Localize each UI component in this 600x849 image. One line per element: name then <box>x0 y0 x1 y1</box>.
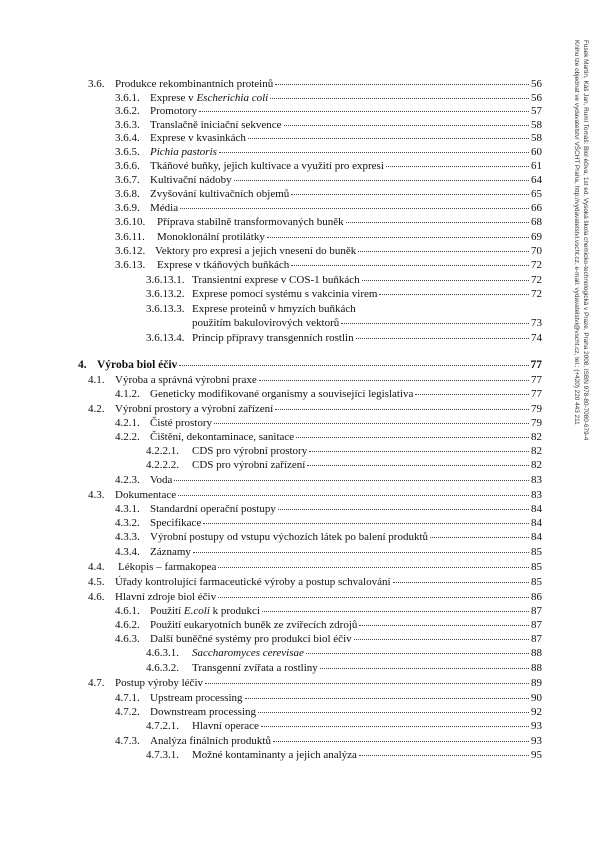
toc-leader-dots <box>218 597 529 598</box>
toc-entry[interactable] <box>115 145 542 159</box>
toc-entry[interactable] <box>78 358 542 372</box>
toc-entry-title: Hlavní operace <box>192 720 259 732</box>
toc-leader-dots <box>248 138 529 139</box>
toc-entry[interactable] <box>88 77 542 91</box>
toc-entry-title: Transgenní zvířata a rostliny <box>192 662 318 674</box>
toc-leader-dots <box>386 166 529 167</box>
toc-entry[interactable] <box>115 159 542 173</box>
toc-entry-number: 4.6.3.1. <box>146 647 179 659</box>
toc-entry-page: 82 <box>531 459 542 471</box>
toc-entry-page: 85 <box>531 546 542 558</box>
toc-entry-title: Zvyšování kultivačních objemů <box>150 188 290 200</box>
toc-entry-number: 4.2. <box>88 403 105 415</box>
toc-entry-page: 79 <box>531 417 542 429</box>
toc-leader-dots <box>259 380 529 381</box>
toc-entry-page: 87 <box>531 619 542 631</box>
toc-entry-page: 85 <box>531 576 542 588</box>
toc-entry-title: Standardní operační postupy <box>150 503 276 515</box>
toc-entry-number: 3.6.9. <box>115 202 140 214</box>
toc-leader-dots <box>291 194 529 195</box>
toc-entry-page: 84 <box>531 517 542 529</box>
toc-leader-dots <box>270 98 529 99</box>
toc-entry-page: 61 <box>531 160 542 172</box>
toc-entry-page: 82 <box>531 431 542 443</box>
toc-entry-number: 4.1.2. <box>115 388 140 400</box>
toc-entry-page: 95 <box>531 749 542 761</box>
toc-entry[interactable] <box>115 530 542 544</box>
toc-entry-number: 4.2.2.1. <box>146 445 179 457</box>
toc-leader-dots <box>309 451 529 452</box>
toc-entry[interactable] <box>146 646 542 660</box>
toc-entry-page: 93 <box>531 735 542 747</box>
toc-entry-title: Voda <box>150 474 173 486</box>
toc-entry-page: 83 <box>531 489 542 501</box>
toc-entry-number: 3.6.13.1. <box>146 274 185 286</box>
toc-entry[interactable] <box>115 502 542 516</box>
toc-entry[interactable] <box>115 430 542 444</box>
toc-entry-page: 58 <box>531 132 542 144</box>
toc-entry[interactable] <box>115 618 542 632</box>
toc-entry[interactable] <box>88 575 542 589</box>
toc-entry-number: 3.6.13.2. <box>146 288 185 300</box>
toc-entry-title: Příprava stabilně transformovaných buněk <box>157 216 344 228</box>
toc-leader-dots <box>273 741 529 742</box>
toc-leader-dots <box>180 208 529 209</box>
toc-entry[interactable] <box>115 173 542 187</box>
toc-entry[interactable] <box>115 473 542 487</box>
toc-entry-number: 4.2.2.2. <box>146 459 179 471</box>
toc-entry-page: 82 <box>531 445 542 457</box>
toc-leader-dots <box>393 582 529 583</box>
toc-leader-dots <box>346 222 529 223</box>
toc-entry[interactable] <box>115 201 542 215</box>
toc-entry-number: 4.2.3. <box>115 474 140 486</box>
toc-entry-number: 3.6.4. <box>115 132 140 144</box>
toc-entry-number: 4.3. <box>88 489 105 501</box>
toc-entry-title: Úřady kontrolující farmaceutické výroby a postup schvalování <box>115 576 391 588</box>
toc-entry[interactable] <box>115 258 542 272</box>
toc-entry[interactable] <box>146 458 542 472</box>
toc-entry-title: Geneticky modifikované organismy a související legislativa <box>150 388 414 400</box>
toc-leader-dots <box>275 84 529 85</box>
toc-entry-number: 4. <box>78 359 87 371</box>
toc-entry[interactable] <box>115 244 542 258</box>
toc-leader-dots <box>430 537 529 538</box>
toc-entry-number: 3.6.1. <box>115 92 140 104</box>
toc-entry[interactable] <box>88 373 542 387</box>
toc-entry[interactable] <box>115 387 542 401</box>
toc-entry[interactable] <box>146 331 542 345</box>
toc-entry-page: 93 <box>531 720 542 732</box>
toc-leader-dots <box>214 423 529 424</box>
toc-entry-title: Exprese proteinů v hmyzích buňkách <box>192 303 356 315</box>
toc-entry-page: 88 <box>531 662 542 674</box>
toc-entry-page: 73 <box>531 317 542 329</box>
side-note-line-1: Fusek Martin, Káš Jan, Ruml Tomáš: Biol éčiva, 1st ed. Vysoká škola chemicko-technologická v Praze, Praha 2008, ISBN 978-80-7080-679-4 <box>582 40 589 441</box>
toc-entry[interactable] <box>115 545 542 559</box>
toc-entry-title: Analýza finálních produktů <box>150 735 271 747</box>
toc-entry-page: 87 <box>531 633 542 645</box>
toc-leader-dots <box>234 180 529 181</box>
toc-leader-dots <box>193 552 529 553</box>
toc-entry-number: 4.6.3.2. <box>146 662 179 674</box>
toc-entry-number: 4.7. <box>88 677 105 689</box>
toc-entry[interactable] <box>115 230 542 244</box>
toc-entry-title: Transientní exprese v COS-1 buňkách <box>192 274 360 286</box>
toc-entry[interactable] <box>88 590 542 604</box>
toc-entry[interactable] <box>115 187 542 201</box>
toc-entry-page: 87 <box>531 605 542 617</box>
toc-entry-number: 4.3.1. <box>115 503 140 515</box>
toc-entry-page: 70 <box>531 245 542 257</box>
toc-leader-dots <box>267 237 529 238</box>
toc-leader-dots <box>306 653 529 654</box>
toc-entry-title: Výroba a správná výrobní praxe <box>115 374 257 386</box>
toc-entry-page: 89 <box>531 677 542 689</box>
toc-entry[interactable] <box>146 287 542 301</box>
toc-leader-dots <box>278 509 529 510</box>
toc-entry-title: CDS pro výrobní prostory <box>192 445 308 457</box>
toc-leader-dots <box>362 280 529 281</box>
toc-entry-page: 72 <box>531 288 542 300</box>
side-publication-note <box>560 40 590 600</box>
toc-entry-number: 4.3.2. <box>115 517 140 529</box>
toc-leader-dots <box>179 365 528 366</box>
toc-entry[interactable] <box>146 316 542 330</box>
toc-entry-number: 4.6.3. <box>115 633 140 645</box>
toc-leader-dots <box>320 668 529 669</box>
toc-entry-title: Čisté prostory <box>150 417 213 429</box>
toc-entry[interactable] <box>115 632 542 646</box>
toc-entry[interactable] <box>88 402 542 416</box>
toc-entry-title: Specifikace <box>150 517 202 529</box>
toc-entry-page: 88 <box>531 647 542 659</box>
toc-entry-number: 4.7.3.1. <box>146 749 179 761</box>
toc-entry-title: Použití eukaryotních buněk ze zvířecích zdrojů <box>150 619 358 631</box>
toc-entry-title: Exprese v Escherichia coli <box>150 92 269 104</box>
toc-entry-number: 3.6.13. <box>115 259 146 271</box>
toc-entry-number: 3.6.3. <box>115 119 140 131</box>
toc-entry-page: 83 <box>531 474 542 486</box>
toc-entry-title: Downstream processing <box>150 706 257 718</box>
toc-entry-title: Exprese v kvasinkách <box>150 132 246 144</box>
toc-leader-dots <box>359 755 529 756</box>
toc-entry-title: Výrobní prostory a výrobní zařízení <box>115 403 274 415</box>
toc-leader-dots <box>354 639 529 640</box>
toc-entry-title: Výroba biol éčiv <box>97 359 178 371</box>
toc-entry-page: 57 <box>531 105 542 117</box>
toc-entry-title: Hlavní zdroje biol éčiv <box>115 591 217 603</box>
toc-entry[interactable] <box>115 604 542 618</box>
toc-leader-dots <box>296 437 529 438</box>
toc-entry-number: 4.5. <box>88 576 105 588</box>
toc-leader-dots <box>203 523 529 524</box>
toc-entry[interactable] <box>115 118 542 132</box>
toc-entry-title: Saccharomyces cerevisae <box>192 647 304 659</box>
toc-entry-number: 3.6.13.3. <box>146 303 185 315</box>
toc-entry-number: 4.7.3. <box>115 735 140 747</box>
toc-leader-dots <box>358 251 529 252</box>
toc-entry-page: 92 <box>531 706 542 718</box>
toc-leader-dots <box>356 338 529 339</box>
toc-entry-number: 4.3.4. <box>115 546 140 558</box>
toc-entry-page: 90 <box>531 692 542 704</box>
toc-entry-number: 4.6.2. <box>115 619 140 631</box>
toc-entry-number: 3.6.6. <box>115 160 140 172</box>
toc-entry-title: Exprese v tkáňových buňkách <box>157 259 290 271</box>
toc-leader-dots <box>205 683 529 684</box>
toc-entry-number: 3.6.11. <box>115 231 145 243</box>
toc-entry-title: Tkáňové buňky, jejich kultivace a využití pro expresi <box>150 160 384 172</box>
toc-entry-page: 65 <box>531 188 542 200</box>
toc-entry-page: 84 <box>531 531 542 543</box>
toc-entry-number: 4.4. <box>88 561 105 573</box>
toc-entry-number: 4.2.1. <box>115 417 140 429</box>
toc-entry-title: Další buněčné systémy pro produkci biol éčiv <box>150 633 352 645</box>
toc-entry-number: 4.7.1. <box>115 692 140 704</box>
toc-entry-title: Výrobní postupy od vstupu výchozích látek po balení produktů <box>150 531 429 543</box>
toc-entry-title: Dokumentace <box>115 489 177 501</box>
toc-entry-page: 66 <box>531 202 542 214</box>
toc-entry[interactable] <box>146 661 542 675</box>
toc-entry-page: 72 <box>531 259 542 271</box>
toc-leader-dots <box>261 726 529 727</box>
toc-leader-dots <box>379 294 529 295</box>
toc-entry-page: 68 <box>531 216 542 228</box>
toc-entry-title: použitím bakulovirových vektorů <box>192 317 340 329</box>
toc-entry[interactable] <box>115 691 542 705</box>
toc-entry-title: Translačně iniciační sekvence <box>150 119 282 131</box>
toc-entry-page: 69 <box>531 231 542 243</box>
toc-leader-dots <box>178 495 529 496</box>
toc-entry[interactable] <box>115 104 542 118</box>
toc-entry-title: Upstream processing <box>150 692 243 704</box>
toc-entry-number: 4.7.2.1. <box>146 720 179 732</box>
toc-entry-number: 3.6.7. <box>115 174 140 186</box>
toc-entry-number: 3.6.10. <box>115 216 146 228</box>
toc-entry-title: Čištění, dekontaminace, sanitace <box>150 431 295 443</box>
toc-leader-dots <box>415 394 529 395</box>
toc-entry-page: 56 <box>531 92 542 104</box>
toc-entry-page: 56 <box>531 78 542 90</box>
toc-entry-page: 58 <box>531 119 542 131</box>
toc-entry-title: Exprese pomocí systému s vakcinia virem <box>192 288 378 300</box>
toc-entry-page: 72 <box>531 274 542 286</box>
toc-entry-title: Lékopis – farmakopea <box>118 561 217 573</box>
toc-entry-title: Promotory <box>150 105 198 117</box>
toc-entry-page: 74 <box>531 332 542 344</box>
toc-leader-dots <box>174 480 529 481</box>
toc-entry[interactable] <box>115 516 542 530</box>
toc-entry-number: 3.6.2. <box>115 105 140 117</box>
toc-entry-number: 4.6.1. <box>115 605 140 617</box>
toc-entry-page: 64 <box>531 174 542 186</box>
toc-entry[interactable] <box>88 560 542 574</box>
toc-entry[interactable] <box>115 416 542 430</box>
toc-entry[interactable] <box>115 131 542 145</box>
toc-entry-title: Použití E.coli k produkci <box>150 605 260 617</box>
toc-entry[interactable] <box>115 91 542 105</box>
toc-leader-dots <box>262 611 529 612</box>
toc-entry-title: Média <box>150 202 179 214</box>
toc-entry-page: 77 <box>531 388 542 400</box>
toc-entry-page: 77 <box>530 359 542 371</box>
toc-entry-title: Postup výroby léčiv <box>115 677 203 689</box>
toc-leader-dots <box>275 409 529 410</box>
toc-entry[interactable] <box>146 444 542 458</box>
toc-entry-title: Kultivační nádoby <box>150 174 232 186</box>
toc-leader-dots <box>218 567 529 568</box>
toc-entry-title: Pichia pastoris <box>150 146 217 158</box>
toc-entry[interactable] <box>146 273 542 287</box>
toc-entry-title: Možné kontaminanty a jejich analýza <box>192 749 357 761</box>
toc-entry[interactable] <box>146 719 542 733</box>
toc-entry[interactable] <box>146 748 542 762</box>
toc-entry-title: Princip přípravy transgenních rostlin <box>192 332 354 344</box>
toc-entry-title: CDS pro výrobní zařízení <box>192 459 306 471</box>
toc-leader-dots <box>359 625 529 626</box>
toc-entry-title: Monoklonální protilátky <box>157 231 265 243</box>
toc-entry-page: 85 <box>531 561 542 573</box>
toc-entry-page: 60 <box>531 146 542 158</box>
toc-entry-page: 77 <box>531 374 542 386</box>
toc-entry-title: Vektory pro expresi a jejich vnesení do buněk <box>155 245 357 257</box>
toc-entry-number: 4.2.2. <box>115 431 140 443</box>
toc-entry-page: 79 <box>531 403 542 415</box>
toc-entry-number: 3.6.12. <box>115 245 146 257</box>
side-note-line-2: Knihu lze objednat ve vydavatelství VŠCHT Praha, http://vydavatelstvi.vscht.cz, e-mail: vydavatelstvi@vscht.cz, tel.: (+420) 220 443 211 <box>573 40 580 425</box>
toc-leader-dots <box>291 265 529 266</box>
toc-entry-number: 3.6.13.4. <box>146 332 185 344</box>
toc-leader-dots <box>245 698 529 699</box>
toc-leader-dots <box>307 465 529 466</box>
toc-entry-number: 3.6.5. <box>115 146 140 158</box>
toc-entry-title: Produkce rekombinantních proteinů <box>115 78 274 90</box>
toc-leader-dots <box>219 152 529 153</box>
toc-entry[interactable] <box>88 488 542 502</box>
toc-entry[interactable] <box>115 705 542 719</box>
toc-leader-dots <box>341 323 529 324</box>
toc-entry-number: 3.6.8. <box>115 188 140 200</box>
toc-entry-number: 4.6. <box>88 591 105 603</box>
toc-entry[interactable] <box>115 734 542 748</box>
toc-entry-page: 84 <box>531 503 542 515</box>
toc-leader-dots <box>258 712 529 713</box>
toc-entry[interactable] <box>115 215 542 229</box>
toc-entry-number: 4.1. <box>88 374 105 386</box>
toc-entry-number: 4.3.3. <box>115 531 140 543</box>
toc-leader-dots <box>284 125 529 126</box>
toc-entry-number: 3.6. <box>88 78 105 90</box>
toc-entry-title: Záznamy <box>150 546 191 558</box>
toc-entry[interactable] <box>88 676 542 690</box>
toc-leader-dots <box>199 111 529 112</box>
toc-entry-page: 86 <box>531 591 542 603</box>
toc-entry-number: 4.7.2. <box>115 706 140 718</box>
toc-entry[interactable] <box>146 302 542 316</box>
